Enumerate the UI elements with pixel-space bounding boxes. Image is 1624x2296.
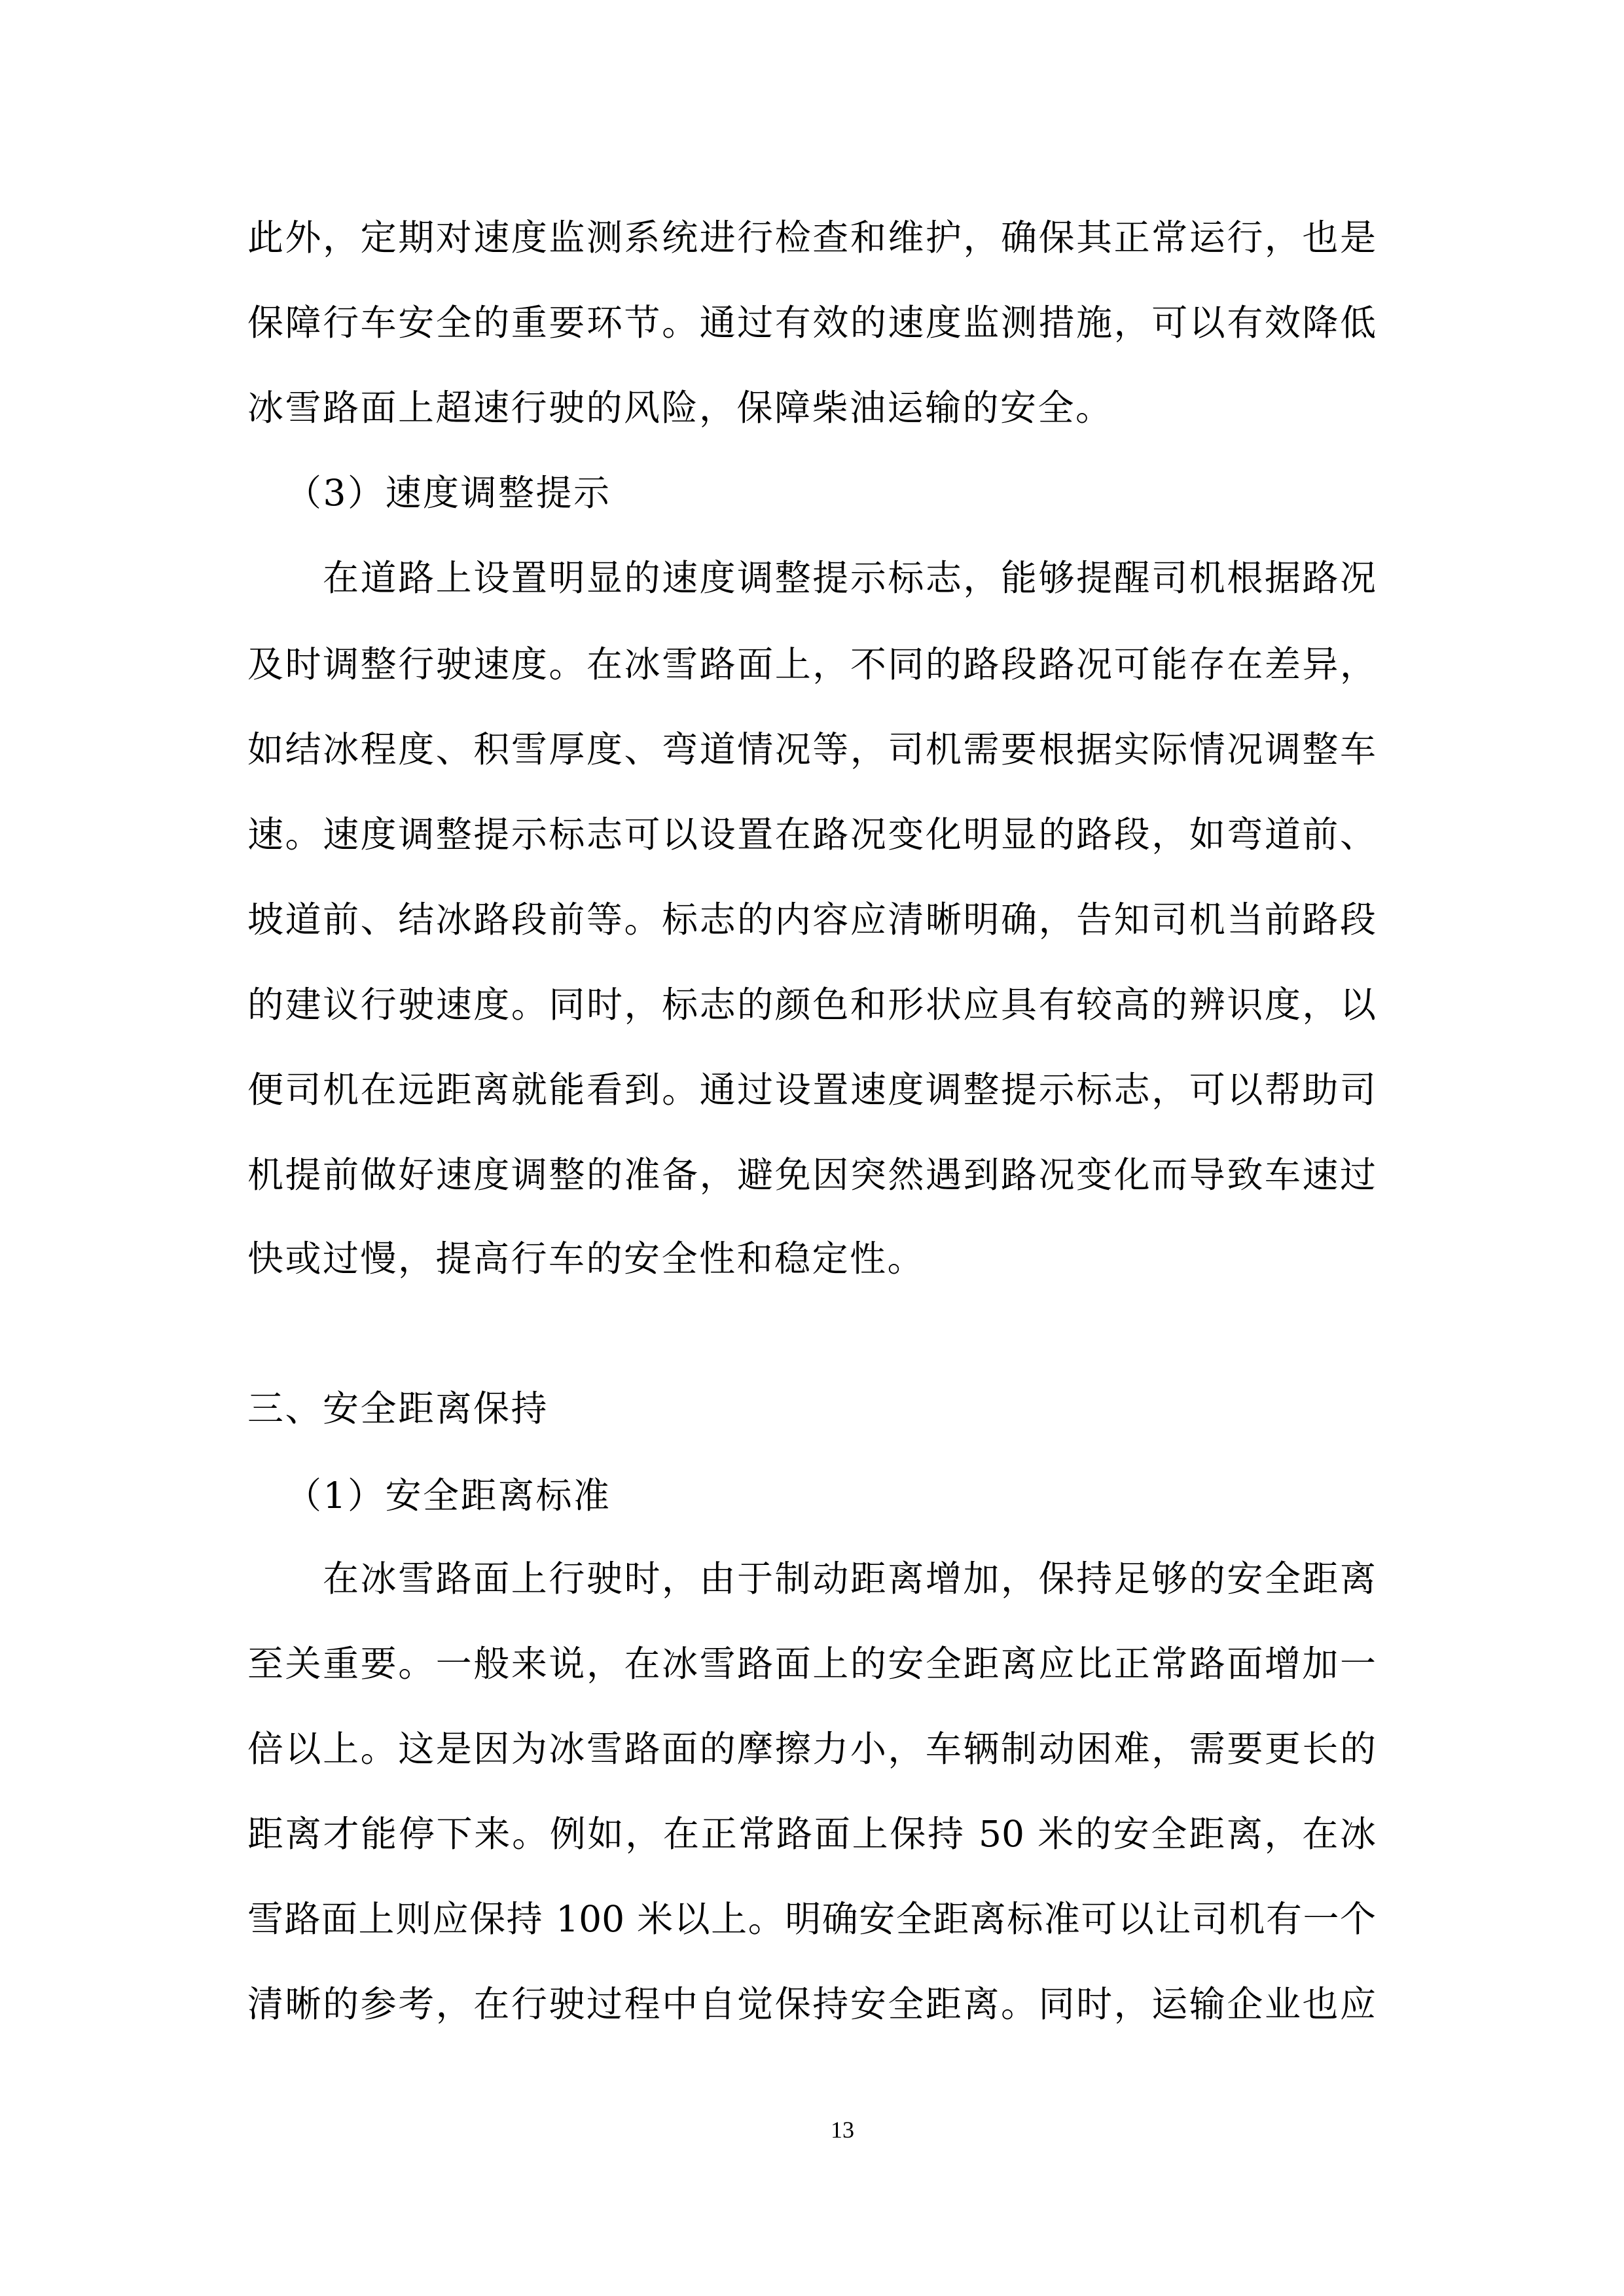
paragraph-line: 冰雪路面上超速行驶的风险，保障柴油运输的安全。: [247, 387, 1113, 429]
paragraph-line: 在冰雪路面上行驶时，由于制动距离增加，保持足够的安全距离: [323, 1558, 1376, 1600]
paragraph-line: 速。速度调整提示标志可以设置在路况变化明显的路段，如弯道前、: [247, 814, 1376, 855]
page-number: 13: [831, 2117, 854, 2143]
subheading-speed-adjustment-prompt: （3）速度调整提示: [285, 472, 611, 514]
paragraph-line: 此外，定期对速度监测系统进行检查和维护，确保其正常运行，也是: [247, 217, 1376, 259]
paragraph-line: 机提前做好速度调整的准备，避免因突然遇到路况变化而导致车速过: [247, 1154, 1376, 1196]
paragraph-line: 雪路面上则应保持 100 米以上。明确安全距离标准可以让司机有一个: [247, 1898, 1376, 1940]
section-heading-safe-distance: 三、安全距离保持: [247, 1388, 549, 1429]
paragraph-line: 至关重要。一般来说，在冰雪路面上的安全距离应比正常路面增加一: [247, 1643, 1376, 1685]
subheading-safe-distance-standard: （1）安全距离标准: [285, 1475, 611, 1516]
paragraph-line: 的建议行驶速度。同时，标志的颜色和形状应具有较高的辨识度，以: [247, 984, 1376, 1026]
paragraph-line: 清晰的参考，在行驶过程中自觉保持安全距离。同时，运输企业也应: [247, 1983, 1376, 2025]
paragraph-line: 坡道前、结冰路段前等。标志的内容应清晰明确，告知司机当前路段: [247, 899, 1376, 941]
paragraph-line: 倍以上。这是因为冰雪路面的摩擦力小，车辆制动困难，需要更长的: [247, 1728, 1376, 1770]
paragraph-line: 在道路上设置明显的速度调整提示标志，能够提醒司机根据路况: [323, 557, 1376, 599]
paragraph-line: 保障行车安全的重要环节。通过有效的速度监测措施，可以有效降低: [247, 302, 1376, 344]
paragraph-line: 如结冰程度、积雪厚度、弯道情况等，司机需要根据实际情况调整车: [247, 728, 1376, 770]
paragraph-line: 便司机在远距离就能看到。通过设置速度调整提示标志，可以帮助司: [247, 1069, 1376, 1111]
paragraph-line: 及时调整行驶速度。在冰雪路面上，不同的路段路况可能存在差异，: [247, 643, 1376, 685]
paragraph-line: 距离才能停下来。例如，在正常路面上保持 50 米的安全距离，在冰: [247, 1813, 1376, 1855]
paragraph-line: 快或过慢，提高行车的安全性和稳定性。: [247, 1238, 926, 1280]
